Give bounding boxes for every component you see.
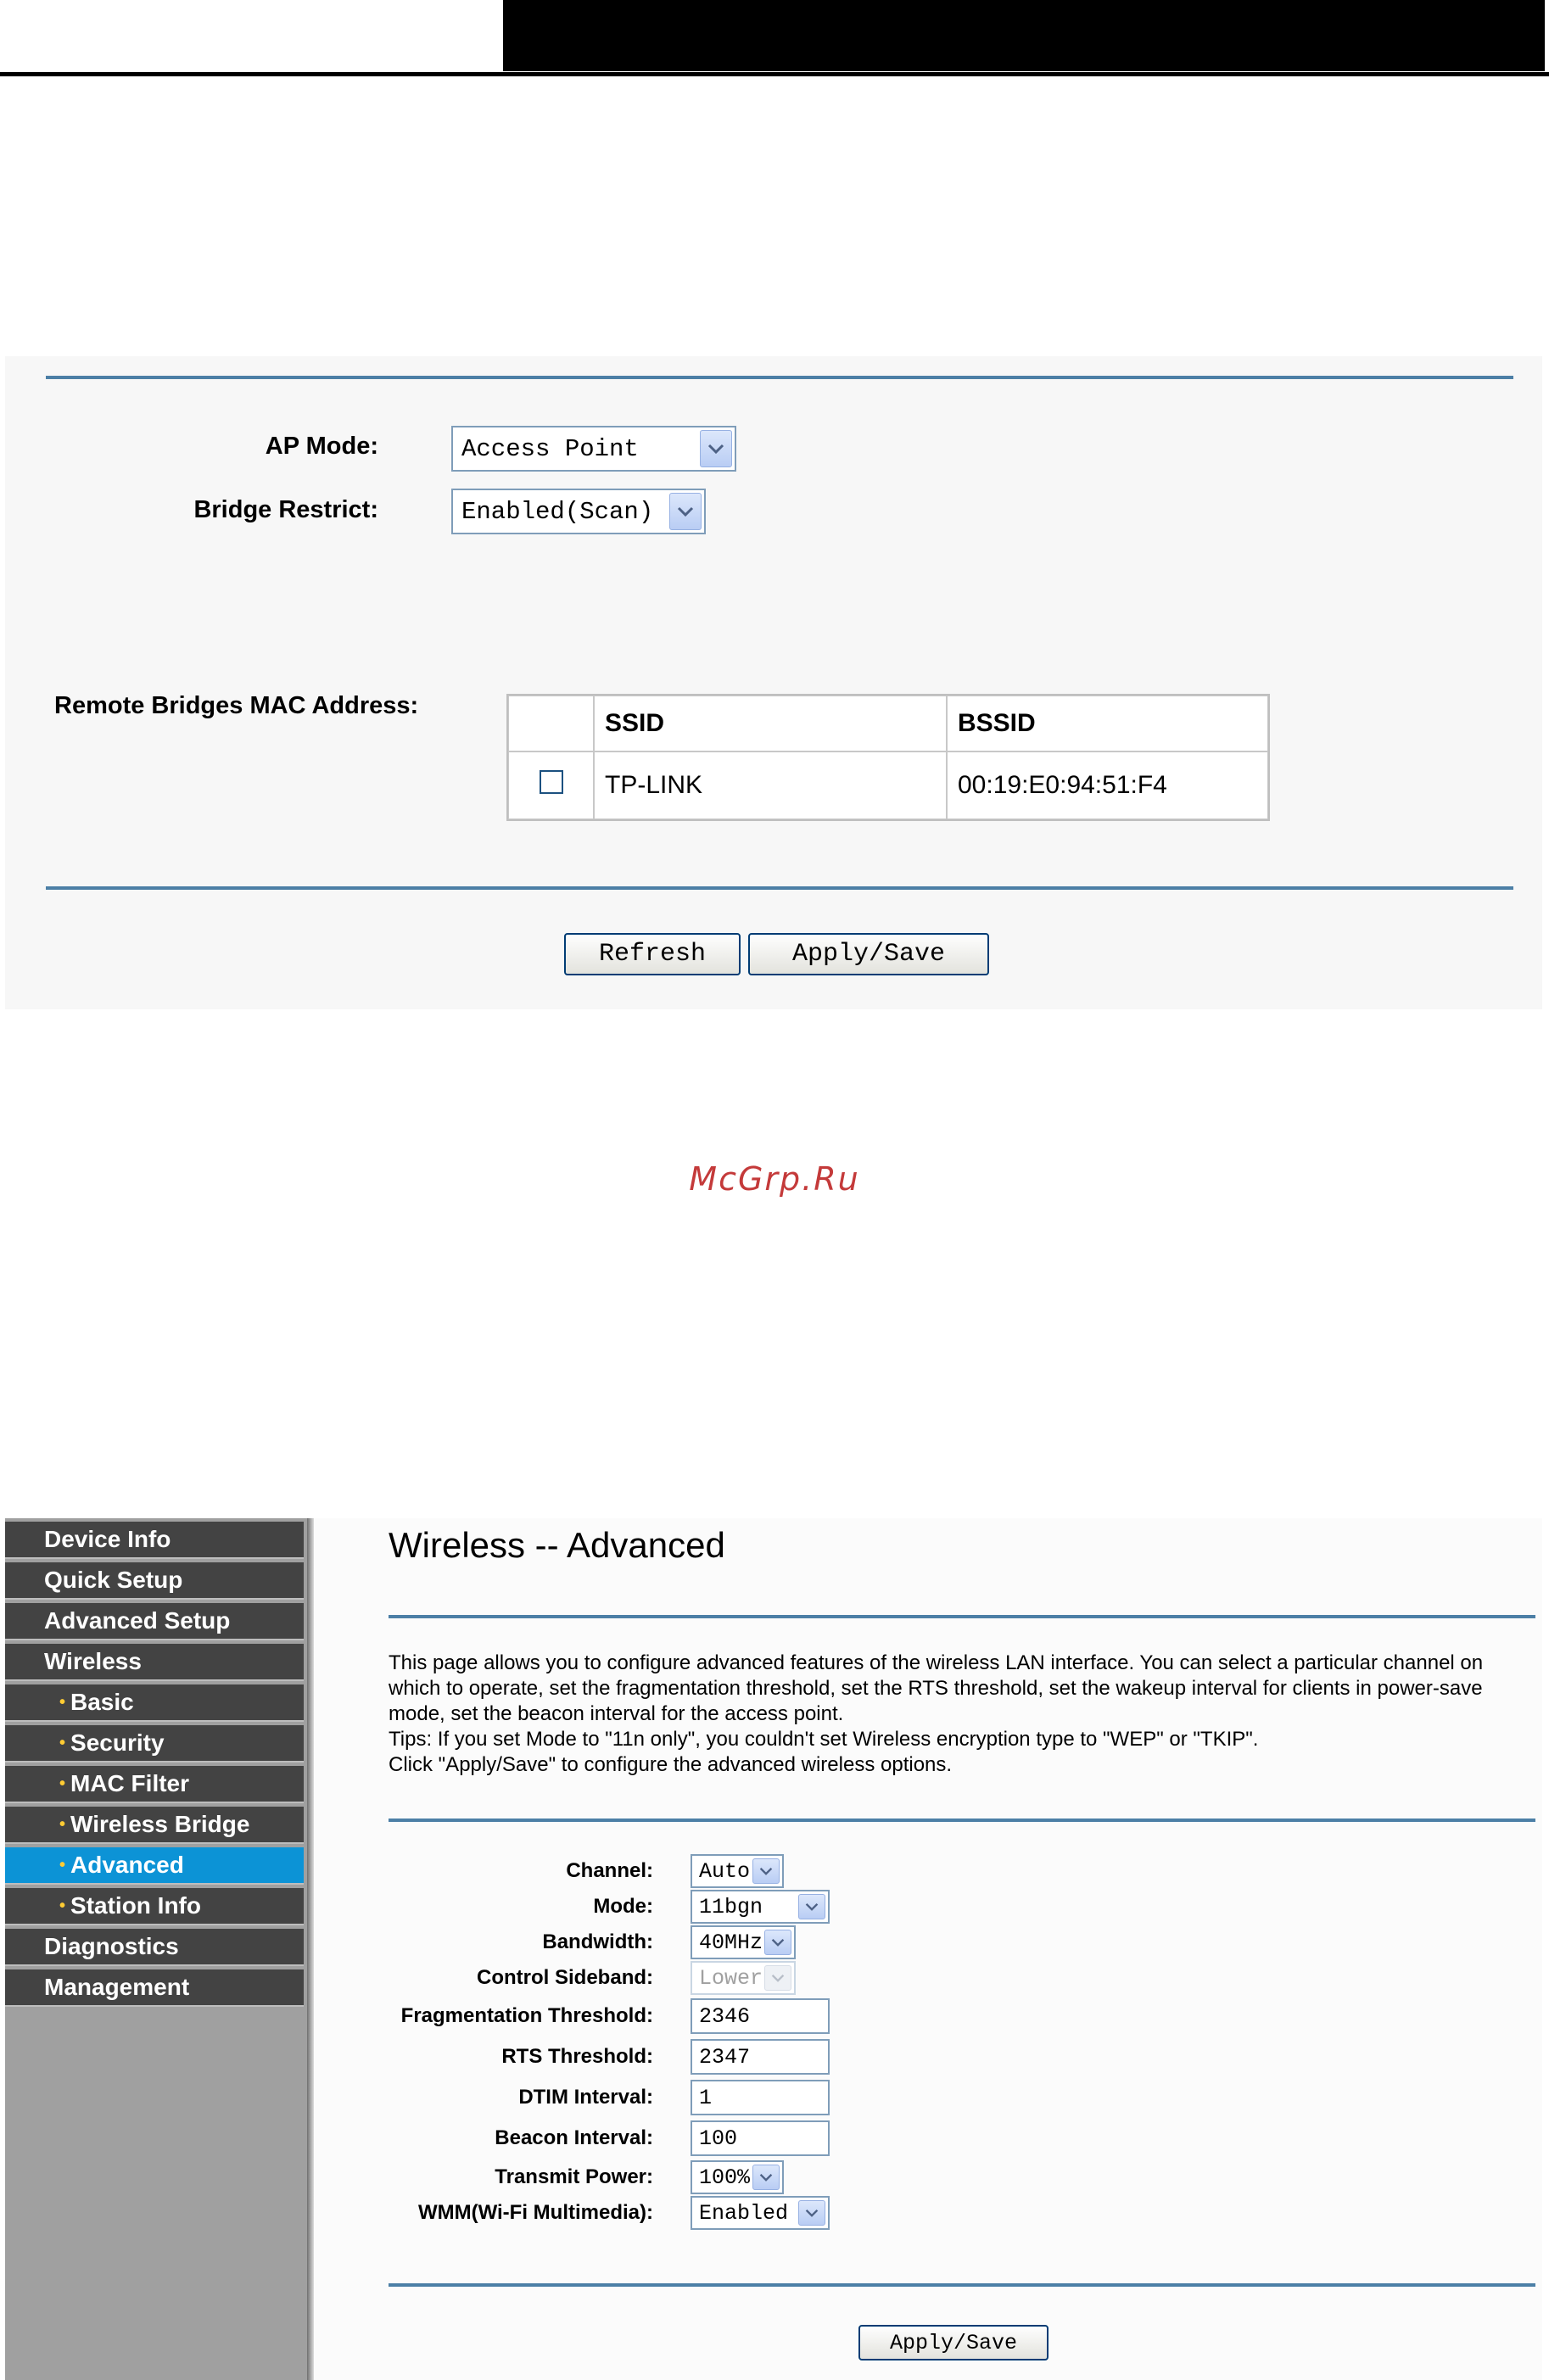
bridge-restrict-label: Bridge Restrict: (193, 496, 378, 523)
sidebar-item-advanced[interactable] (5, 1847, 304, 1885)
mode-label: Mode: (593, 1895, 653, 1918)
channel-label: Channel: (566, 1859, 653, 1882)
tips-text: Tips: If you set Mode to "11n only", you couldn't set Wireless encryption type to "WEP" or "TKIP". (389, 1728, 1259, 1751)
chevron-down-icon[interactable] (764, 1930, 791, 1955)
sidebar-item-wireless-bridge[interactable] (5, 1807, 304, 1844)
sidebar-item-basic[interactable] (5, 1684, 304, 1722)
control-sideband-select (691, 1961, 796, 1995)
control-sideband-value: Lower (699, 1965, 763, 1991)
wmm-label: WMM(Wi-Fi Multimedia): (417, 2201, 653, 2224)
channel-select[interactable] (691, 1854, 784, 1888)
bandwidth-select[interactable] (691, 1925, 796, 1959)
sidebar-item-label: Basic (70, 1689, 134, 1715)
form-top-divider (389, 1819, 1535, 1822)
channel-value: Auto (699, 1858, 751, 1884)
dtim-interval-input[interactable]: 1 (691, 2080, 830, 2115)
fragmentation-threshold-label: Fragmentation Threshold: (400, 2004, 653, 2027)
mode-select[interactable] (691, 1890, 830, 1924)
bullet-icon: • (59, 1692, 66, 1712)
sidebar-item-mac-filter[interactable] (5, 1766, 304, 1803)
sidebar-item-advanced-setup[interactable] (5, 1603, 304, 1640)
transmit-power-value: 100% (699, 2165, 751, 2190)
bssid-column-header: BSSID (947, 696, 1268, 751)
sidebar-item-label: Wireless (44, 1648, 142, 1674)
select-column-header (508, 696, 594, 751)
wmm-select[interactable] (691, 2196, 830, 2230)
rts-threshold-input[interactable]: 2347 (691, 2039, 830, 2075)
chevron-down-icon[interactable] (669, 493, 702, 530)
bullet-icon: • (59, 1814, 66, 1834)
form-bottom-divider (389, 2283, 1535, 2287)
chevron-down-icon[interactable] (752, 2165, 780, 2190)
sidebar-item-label: Management (44, 1974, 190, 2000)
bullet-icon: • (59, 1733, 66, 1752)
wmm-value: Enabled (699, 2200, 789, 2226)
bullet-icon: • (59, 1896, 66, 1915)
sidebar-edge (307, 1518, 314, 2380)
remote-bridges-label: Remote Bridges MAC Address: (54, 692, 419, 719)
wireless-advanced-panel (5, 1518, 1542, 2380)
sidebar-item-label: Quick Setup (44, 1567, 183, 1593)
bssid-cell: 00:19:E0:94:51:F4 (947, 751, 1268, 819)
sidebar-item-label: Station Info (70, 1892, 201, 1919)
click-hint-text: Click "Apply/Save" to configure the advanced wireless options. (389, 1753, 953, 1776)
fragmentation-threshold-input[interactable]: 2346 (691, 1998, 830, 2034)
chevron-down-icon[interactable] (700, 430, 732, 467)
description-text: This page allows you to configure advanced features of the wireless LAN interface. You can select a particular channel on which to operate, set the fragmentation threshold, set the RTS threshold, set the wakeup interval for clients in power-save mode, set the beacon interval for the access point. (389, 1651, 1484, 1725)
sidebar-item-wireless[interactable] (5, 1644, 304, 1681)
ssid-column-header: SSID (594, 696, 947, 751)
control-sideband-label: Control Sideband: (477, 1966, 653, 1989)
watermark-text: McGrp.Ru (689, 1160, 860, 1198)
sidebar-item-label: MAC Filter (70, 1770, 190, 1796)
ap-mode-select[interactable] (451, 426, 736, 472)
sidebar-item-label: Wireless Bridge (70, 1811, 250, 1837)
bullet-icon: • (59, 1855, 66, 1874)
refresh-button[interactable]: Refresh (564, 933, 741, 975)
chevron-down-icon (764, 1965, 791, 1991)
sidebar-item-label: Advanced Setup (44, 1607, 231, 1634)
sidebar-nav (5, 1518, 307, 2380)
rts-threshold-label: RTS Threshold: (501, 2045, 653, 2068)
header-black-bar (503, 0, 1545, 71)
top-divider (46, 376, 1513, 379)
sidebar-item-station-info[interactable] (5, 1888, 304, 1925)
ssid-cell: TP-LINK (594, 751, 947, 819)
transmit-power-select[interactable] (691, 2160, 784, 2194)
bandwidth-label: Bandwidth: (542, 1930, 653, 1953)
table-header-row (508, 696, 1268, 751)
sidebar-item-quick-setup[interactable] (5, 1562, 304, 1600)
header-rule (0, 72, 1549, 76)
row-checkbox[interactable] (540, 770, 563, 794)
dtim-interval-label: DTIM Interval: (518, 2086, 653, 2109)
beacon-interval-label: Beacon Interval: (495, 2126, 653, 2149)
sidebar-item-device-info[interactable] (5, 1522, 304, 1559)
chevron-down-icon[interactable] (798, 1894, 825, 1919)
bottom-divider (46, 886, 1513, 890)
page-title: Wireless -- Advanced (389, 1525, 725, 1565)
sidebar-item-management[interactable] (5, 1969, 304, 2007)
bullet-icon: • (59, 1774, 66, 1793)
mode-value: 11bgn (699, 1894, 763, 1919)
chevron-down-icon[interactable] (798, 2200, 825, 2226)
bridge-restrict-value: Enabled(Scan) (461, 497, 654, 526)
ap-mode-label: AP Mode: (265, 433, 378, 460)
page-description (389, 1651, 1525, 1778)
wireless-bridge-panel (5, 356, 1542, 1009)
title-divider (389, 1615, 1535, 1618)
ap-mode-value: Access Point (461, 434, 639, 463)
sidebar-item-security[interactable] (5, 1725, 304, 1763)
beacon-interval-input[interactable]: 100 (691, 2120, 830, 2156)
bandwidth-value: 40MHz (699, 1930, 763, 1955)
transmit-power-label: Transmit Power: (495, 2165, 653, 2188)
table-row (508, 751, 1268, 819)
apply-save-button[interactable]: Apply/Save (748, 933, 989, 975)
sidebar-item-label: Device Info (44, 1526, 171, 1552)
sidebar-item-label: Security (70, 1729, 165, 1756)
sidebar-item-diagnostics[interactable] (5, 1929, 304, 1966)
sidebar-item-label: Diagnostics (44, 1933, 179, 1959)
bridge-restrict-select[interactable] (451, 489, 706, 534)
advanced-apply-save-button[interactable]: Apply/Save (858, 2325, 1049, 2360)
chevron-down-icon[interactable] (752, 1858, 780, 1884)
advanced-content (314, 1518, 1542, 2380)
remote-bridges-table (506, 694, 1270, 821)
sidebar-item-label: Advanced (70, 1852, 184, 1878)
row-select-cell (508, 751, 594, 819)
